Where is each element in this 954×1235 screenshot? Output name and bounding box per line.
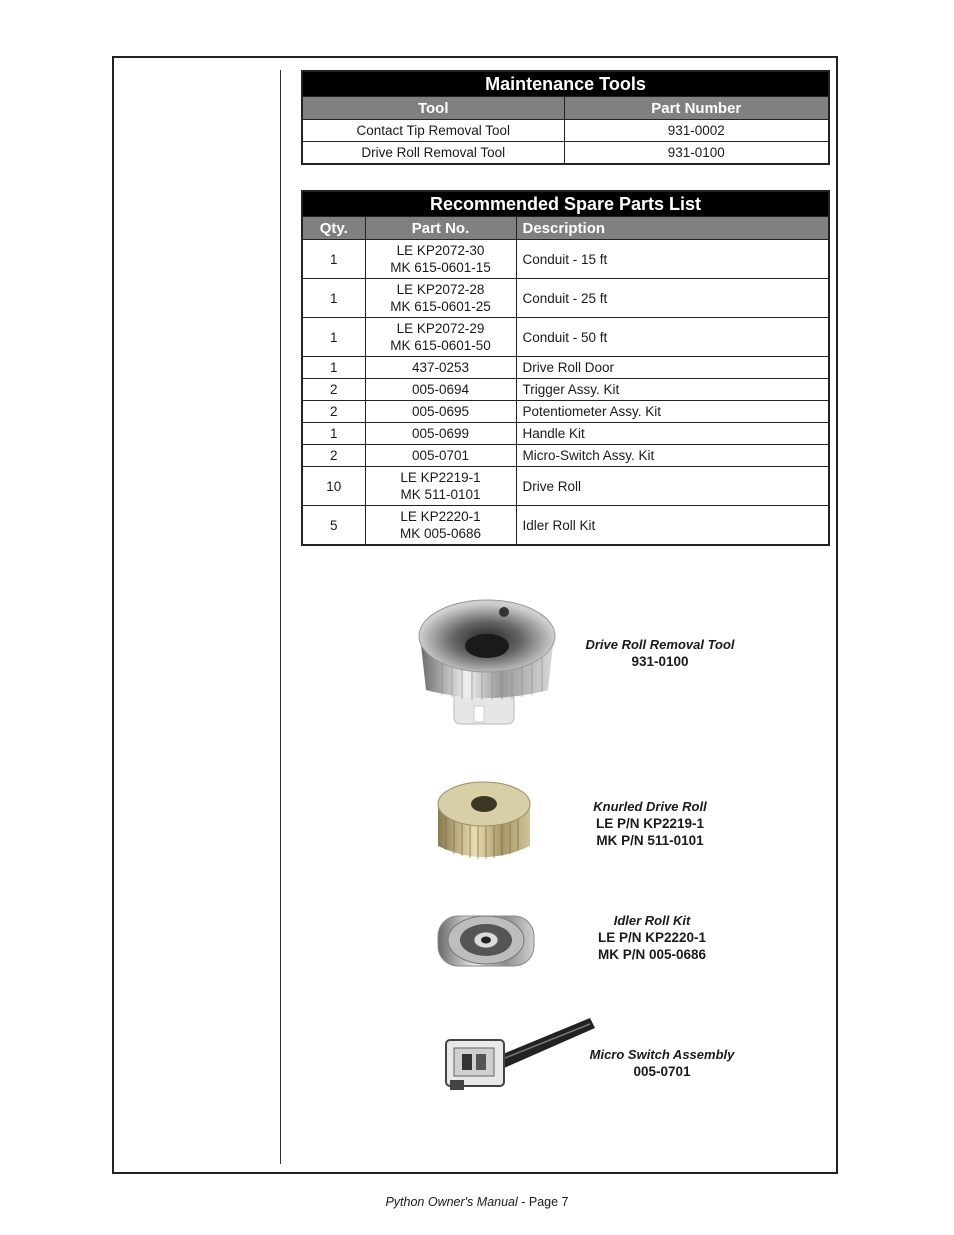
part-no-mk: MK 615-0601-25: [390, 299, 491, 314]
part-no-le: LE KP2072-30: [396, 243, 485, 258]
part-number: 005-0701: [633, 1064, 691, 1079]
spare-parts-table: [301, 190, 830, 546]
description: Potentiometer Assy. Kit: [516, 401, 829, 423]
table-row: [302, 142, 829, 165]
page-footer: [0, 1195, 954, 1209]
drive-roll-removal-tool-image: [412, 594, 562, 734]
part-name: Knurled Drive Roll: [593, 799, 707, 814]
tool-name: Contact Tip Removal Tool: [302, 120, 564, 142]
tool-part-number: 931-0100: [564, 142, 829, 165]
col-header-description: Description: [516, 217, 829, 240]
part-no: [365, 279, 516, 318]
table-row: [302, 423, 829, 445]
manual-title: Python Owner's Manual: [385, 1195, 518, 1209]
qty: 1: [302, 318, 365, 357]
col-header-part-number: Part Number: [564, 97, 829, 120]
part-number-mk: MK P/N 511-0101: [596, 833, 704, 848]
table-row: [302, 357, 829, 379]
table-row: [302, 467, 829, 506]
description: Drive Roll: [516, 467, 829, 506]
left-margin-rule: [280, 70, 281, 1164]
description: Conduit - 25 ft: [516, 279, 829, 318]
col-header-part-no: Part No.: [365, 217, 516, 240]
qty: 2: [302, 379, 365, 401]
part-no: [365, 467, 516, 506]
part-no: 005-0694: [365, 379, 516, 401]
description: Handle Kit: [516, 423, 829, 445]
spare-parts-title: Recommended Spare Parts List: [302, 191, 829, 217]
qty: 10: [302, 467, 365, 506]
qty: 2: [302, 401, 365, 423]
qty: 1: [302, 279, 365, 318]
description: Conduit - 15 ft: [516, 240, 829, 279]
part-number-le: LE P/N KP2220-1: [597, 930, 707, 945]
qty: 1: [302, 423, 365, 445]
part-name: Drive Roll Removal Tool: [585, 637, 735, 652]
qty: 1: [302, 357, 365, 379]
part-no: 005-0695: [365, 401, 516, 423]
tool-name: Drive Roll Removal Tool: [302, 142, 564, 165]
table-row: [302, 240, 829, 279]
part-no: [365, 240, 516, 279]
knurled-drive-roll-image: [432, 776, 536, 868]
tool-part-number: 931-0002: [564, 120, 829, 142]
micro-switch-assembly-caption: [578, 1046, 746, 1080]
maintenance-tools-title: Maintenance Tools: [302, 71, 829, 97]
part-no-le: LE KP2220-1: [400, 509, 481, 524]
qty: 1: [302, 240, 365, 279]
part-no-mk: MK 615-0601-15: [390, 260, 491, 275]
part-no-le: LE KP2072-28: [396, 282, 485, 297]
description: Trigger Assy. Kit: [516, 379, 829, 401]
description: Idler Roll Kit: [516, 506, 829, 546]
table-row: [302, 279, 829, 318]
part-name: Micro Switch Assembly: [589, 1047, 735, 1062]
maintenance-tools-table: [301, 70, 830, 165]
col-header-qty: Qty.: [302, 217, 365, 240]
part-no-le: LE KP2072-29: [396, 321, 485, 336]
part-no: 437-0253: [365, 357, 516, 379]
description: Conduit - 50 ft: [516, 318, 829, 357]
drive-roll-removal-tool-caption: [572, 636, 748, 670]
part-no-le: LE KP2219-1: [400, 470, 481, 485]
part-no-mk: MK 615-0601-50: [390, 338, 491, 353]
table-row: [302, 379, 829, 401]
part-no: [365, 506, 516, 546]
description: Micro-Switch Assy. Kit: [516, 445, 829, 467]
part-number-le: LE P/N KP2219-1: [595, 816, 705, 831]
table-row: [302, 401, 829, 423]
part-name: Idler Roll Kit: [613, 913, 691, 928]
part-no: 005-0701: [365, 445, 516, 467]
table-row: [302, 120, 829, 142]
qty: 5: [302, 506, 365, 546]
page-number: - Page 7: [517, 1195, 569, 1209]
micro-switch-assembly-image: [440, 1010, 600, 1100]
col-header-tool: Tool: [302, 97, 564, 120]
table-row: [302, 318, 829, 357]
table-row: [302, 445, 829, 467]
part-no-mk: MK 511-0101: [400, 487, 481, 502]
description: Drive Roll Door: [516, 357, 829, 379]
table-row: [302, 506, 829, 546]
part-no: 005-0699: [365, 423, 516, 445]
part-no-mk: MK 005-0686: [399, 526, 482, 541]
part-no: [365, 318, 516, 357]
knurled-drive-roll-caption: [568, 798, 732, 849]
idler-roll-kit-image: [434, 898, 538, 982]
idler-roll-kit-caption: [570, 912, 734, 963]
part-number-mk: MK P/N 005-0686: [597, 947, 707, 962]
part-number: 931-0100: [631, 654, 689, 669]
qty: 2: [302, 445, 365, 467]
